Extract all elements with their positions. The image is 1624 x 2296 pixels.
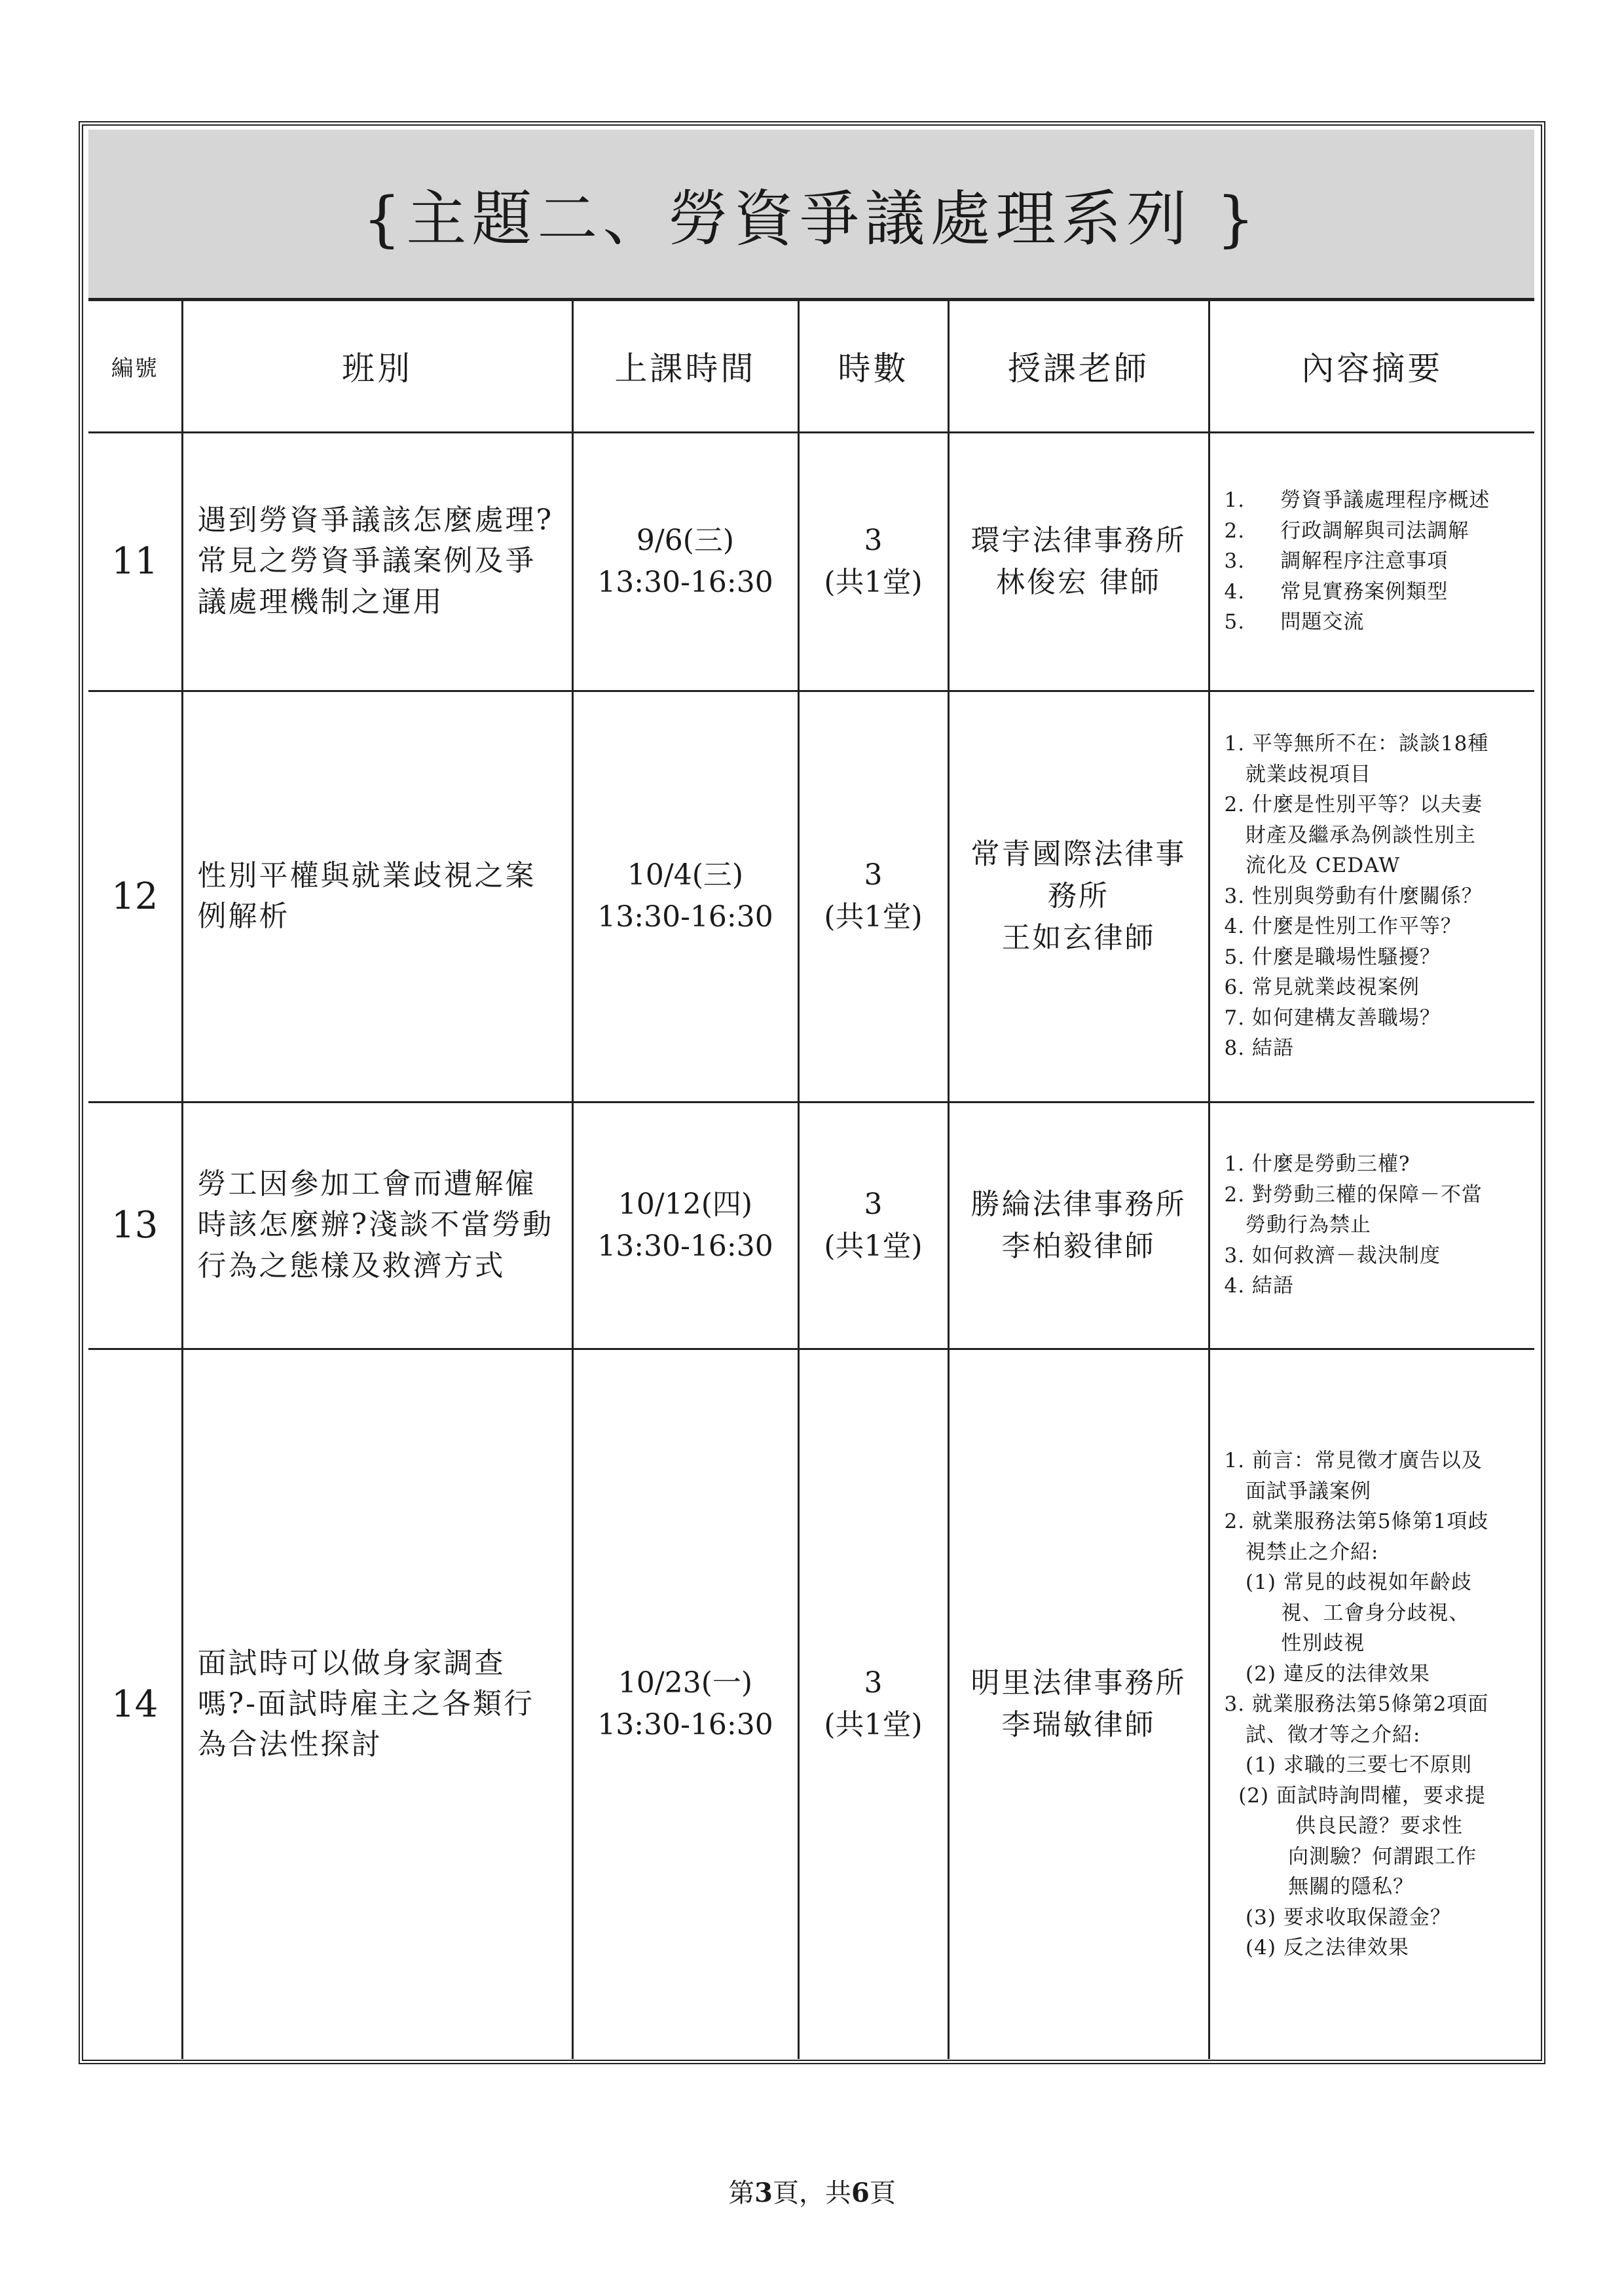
summary-item: 無關的隱私？ bbox=[1224, 1875, 1414, 1899]
header-time: 上課時間 bbox=[572, 301, 798, 432]
page-footer bbox=[0, 2172, 1624, 2210]
header-teacher: 授課老師 bbox=[948, 301, 1209, 432]
header-no: 編號 bbox=[88, 301, 182, 432]
summary-item: 6. 常見就業歧視案例 bbox=[1224, 975, 1420, 1000]
course-title bbox=[182, 1349, 572, 2059]
course-title-line: 勞工因參加工會而遭解僱 bbox=[197, 1167, 536, 1201]
summary-item: 7. 如何建構友善職場？ bbox=[1224, 1006, 1441, 1030]
course-teacher-line: 林俊宏 律師 bbox=[996, 565, 1161, 599]
course-title-line: 嗎?-面試時雇主之各類行 bbox=[197, 1687, 534, 1721]
header-class: 班別 bbox=[182, 301, 572, 432]
table-row bbox=[88, 1102, 1534, 1349]
course-time-line: 10/4(三) bbox=[627, 858, 744, 892]
summary-item: 4. 什麼是性別工作平等？ bbox=[1224, 915, 1462, 939]
summary-item: 向測驗？何謂跟工作 bbox=[1224, 1844, 1477, 1868]
course-title-line: 行為之態樣及救濟方式 bbox=[197, 1248, 506, 1283]
course-hours bbox=[798, 432, 948, 691]
title-banner bbox=[88, 130, 1534, 301]
summary-item: 8. 結語 bbox=[1224, 1036, 1294, 1061]
summary-item: 就業歧視項目 bbox=[1224, 762, 1372, 786]
summary-item: 1. 勞資爭議處理程序概述 bbox=[1224, 488, 1490, 513]
course-time-line: 13:30-16:30 bbox=[597, 900, 773, 934]
course-teacher-line: 環宇法律事務所 bbox=[970, 523, 1187, 557]
footer-mid: 頁，共 bbox=[773, 2178, 851, 2208]
summary-item: 5. 什麼是職場性騷擾？ bbox=[1224, 945, 1441, 969]
summary-item: (4) 反之法律效果 bbox=[1224, 1936, 1409, 1959]
course-number: 12 bbox=[88, 691, 182, 1102]
course-teacher-line: 常青國際法律事 bbox=[970, 837, 1187, 871]
summary-item: 5. 問題交流 bbox=[1224, 610, 1365, 634]
summary-item: (3) 要求收取保證金？ bbox=[1224, 1905, 1451, 1929]
course-hours bbox=[798, 691, 948, 1102]
summary-item: 3. 如何救濟－裁決制度 bbox=[1224, 1243, 1441, 1267]
course-time bbox=[572, 432, 798, 691]
summary-item: 視、工會身分歧視、 bbox=[1224, 1601, 1470, 1625]
course-time bbox=[572, 1349, 798, 2059]
summary-item: 1. 什麼是勞動三權? bbox=[1224, 1152, 1411, 1176]
course-teacher bbox=[948, 691, 1209, 1102]
course-hours-line: 3 bbox=[864, 523, 883, 557]
summary-item: (2) 面試時詢問權，要求提 bbox=[1224, 1783, 1486, 1808]
course-title-line: 時該怎麼辦?淺談不當勞動 bbox=[197, 1208, 554, 1242]
header-summary: 內容摘要 bbox=[1209, 301, 1534, 432]
course-hours-line: (共1堂) bbox=[824, 1229, 923, 1263]
course-teacher bbox=[948, 1102, 1209, 1349]
summary-item: 性別歧視 bbox=[1224, 1631, 1365, 1655]
course-time bbox=[572, 691, 798, 1102]
summary-item: 2. 什麼是性別平等？以夫妻 bbox=[1224, 793, 1483, 817]
course-teacher-line: 李柏毅律師 bbox=[1001, 1229, 1156, 1263]
course-summary bbox=[1209, 432, 1534, 691]
footer-page-number: 3 bbox=[754, 2178, 773, 2208]
course-hours-line: (共1堂) bbox=[824, 900, 923, 934]
course-time-line: 13:30-16:30 bbox=[597, 565, 773, 599]
summary-item: (1) 常見的歧視如年齡歧 bbox=[1224, 1571, 1472, 1594]
summary-item: 財產及繼承為例談性別主 bbox=[1224, 823, 1477, 847]
course-hours-line: 3 bbox=[864, 1187, 883, 1221]
course-title bbox=[182, 691, 572, 1102]
page-title: {主題二、勞資爭議處理系列 } bbox=[362, 183, 1261, 254]
summary-item: 供良民證？要求性 bbox=[1224, 1814, 1464, 1838]
table-row bbox=[88, 432, 1534, 691]
course-summary bbox=[1209, 691, 1534, 1102]
summary-item: 2. 對勞動三權的保障－不當 bbox=[1224, 1182, 1483, 1207]
course-title-line: 遇到勞資爭議該怎麼處理? bbox=[197, 503, 554, 537]
course-summary bbox=[1209, 1349, 1534, 2059]
course-time-line: 10/23(一) bbox=[618, 1666, 753, 1700]
summary-item: 1. 前言：常見徵才廣告以及 bbox=[1224, 1449, 1483, 1472]
course-teacher-line: 明里法律事務所 bbox=[970, 1666, 1187, 1700]
course-hours bbox=[798, 1349, 948, 2059]
course-time-line: 10/12(四) bbox=[618, 1187, 753, 1221]
summary-item: (2) 違反的法律效果 bbox=[1224, 1662, 1430, 1686]
course-number: 14 bbox=[88, 1349, 182, 2059]
summary-item: (1) 求職的三要七不原則 bbox=[1224, 1753, 1472, 1777]
footer-prefix: 第 bbox=[728, 2178, 755, 2208]
course-hours bbox=[798, 1102, 948, 1349]
course-table bbox=[88, 301, 1534, 2059]
course-hours-line: 3 bbox=[864, 1666, 883, 1700]
summary-item: 3. 就業服務法第5條第2項面 bbox=[1224, 1692, 1489, 1716]
course-number: 11 bbox=[88, 432, 182, 691]
course-time bbox=[572, 1102, 798, 1349]
course-teacher-line: 王如玄律師 bbox=[1001, 920, 1156, 955]
course-teacher-line: 勝綸法律事務所 bbox=[970, 1187, 1187, 1221]
course-title bbox=[182, 432, 572, 691]
table-header bbox=[88, 301, 1534, 432]
course-title-line: 例解析 bbox=[197, 900, 290, 933]
course-teacher-line: 李瑞敏律師 bbox=[1001, 1708, 1156, 1742]
course-summary bbox=[1209, 1102, 1534, 1349]
summary-item: 4. 常見實務案例類型 bbox=[1224, 579, 1449, 604]
course-time-line: 13:30-16:30 bbox=[597, 1708, 773, 1742]
summary-item: 視禁止之介紹: bbox=[1224, 1540, 1379, 1564]
course-title bbox=[182, 1102, 572, 1349]
summary-item: 4. 結語 bbox=[1224, 1274, 1294, 1298]
course-title-line: 常見之勞資爭議案例及爭 bbox=[197, 544, 536, 578]
summary-item: 試、徵才等之介紹: bbox=[1224, 1722, 1421, 1747]
course-title-line: 面試時可以做身家調查 bbox=[197, 1646, 506, 1680]
course-hours-line: (共1堂) bbox=[824, 565, 923, 599]
course-title-line: 性別平權與就業歧視之案 bbox=[197, 858, 536, 892]
footer-suffix: 頁 bbox=[869, 2178, 896, 2208]
summary-item: 3. 調解程序注意事項 bbox=[1224, 549, 1449, 574]
course-time-line: 9/6(三) bbox=[636, 523, 735, 557]
summary-item: 1. 平等無所不在：談談18種 bbox=[1224, 732, 1489, 756]
header-hours: 時數 bbox=[798, 301, 948, 432]
course-hours-line: 3 bbox=[864, 858, 883, 892]
table-row bbox=[88, 1349, 1534, 2059]
summary-item: 2. 就業服務法第5條第1項歧 bbox=[1224, 1510, 1489, 1533]
summary-item: 面試爭議案例 bbox=[1224, 1479, 1372, 1503]
course-title-line: 為合法性探討 bbox=[197, 1728, 382, 1762]
course-teacher-line: 務所 bbox=[1048, 879, 1109, 913]
footer-total-pages: 6 bbox=[851, 2178, 870, 2208]
course-teacher bbox=[948, 432, 1209, 691]
summary-item: 3. 性別與勞動有什麼關係？ bbox=[1224, 884, 1483, 908]
table-row bbox=[88, 691, 1534, 1102]
summary-item: 勞動行為禁止 bbox=[1224, 1213, 1372, 1237]
summary-item: 2. 行政調解與司法調解 bbox=[1224, 519, 1469, 543]
course-time-line: 13:30-16:30 bbox=[597, 1229, 773, 1263]
course-number: 13 bbox=[88, 1102, 182, 1349]
course-teacher bbox=[948, 1349, 1209, 2059]
summary-item: 流化及 CEDAW bbox=[1224, 854, 1401, 878]
course-hours-line: (共1堂) bbox=[824, 1708, 923, 1742]
course-title-line: 議處理機制之運用 bbox=[197, 585, 444, 619]
